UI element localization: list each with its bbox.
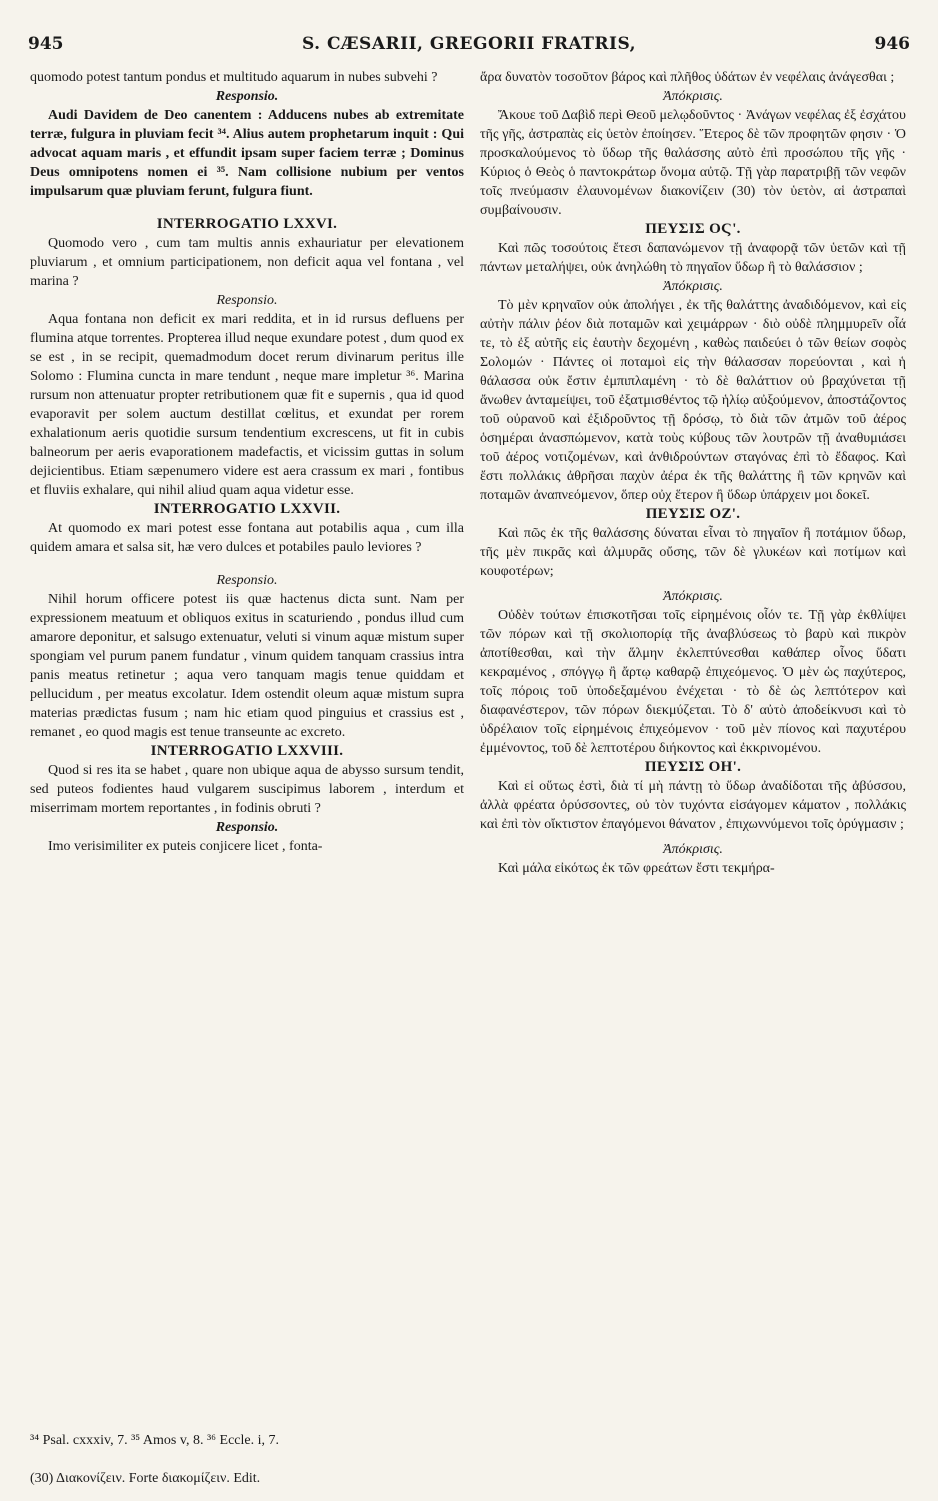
apokrisis-heading: Ἀπόκρισις. xyxy=(663,89,723,104)
apokrisis-heading: Ἀπόκρισις. xyxy=(663,589,723,604)
greek-paragraph: Καὶ εἰ οὕτως ἐστὶ, διὰ τί μὴ πάντῃ τὸ ὕδωρ ἀναδίδοται τῆς ἀβύσσου, ἀλλὰ φρέατα ὀρύσσοντες, οὐ τὸν τυχόντα εἰσάγομεν κάματον , πολλάκις καὶ ἐπὶ τὸν οἴκτιστον ἐπαγόμενοι θάνατον , ἐπιχωννύμενοι τοῖς ὀρύγμασιν ; xyxy=(480,779,906,832)
peusis-heading: ΠΕΥΣΙΣ ΟϚ'. xyxy=(645,221,741,237)
greek-paragraph: Ἄκουε τοῦ Δαβὶδ περὶ Θεοῦ μελῳδοῦντος · Ἀνάγων νεφέλας ἐξ ἐσχάτου τῆς γῆς, ἀστραπὰς εἰς ὑετὸν ἐποίησεν. Ἕτερος δὲ τῶν προφητῶν φησιν · Ὁ προσκαλούμενος τὸ ὕδωρ τῆς θαλάσσης αὐτὸ ἐπὶ προσώπου τῆς γῆς · Κύριος ὁ Θεὸς ὁ παντοκράτωρ ὄνομα αὐτῷ. Τῇ γὰρ παρατριβῇ τῶν νεφῶν τοῖς πνεύμασιν ἐλαυνομένων διακονίζειν (30) τὸν ὑετὸν, αἱ ἀστραπαὶ συμβαίνουσιν. xyxy=(480,108,906,218)
responsio-heading: Responsio. xyxy=(215,89,279,104)
left-page-number: 945 xyxy=(28,34,64,54)
latin-paragraph: At quomodo ex mari potest esse fontana aut potabilis aqua , cum illa quidem amara et salsa sit, hæ vero dulces et potabiles paulo leviores ? xyxy=(30,521,464,555)
peusis-heading: ΠΕΥΣΙΣ ΟΗ'. xyxy=(644,759,742,775)
latin-paragraph: quomodo potest tantum pondus et multitudo aquarum in nubes subvehi ? xyxy=(30,70,438,85)
apokrisis-heading: Ἀπόκρισις. xyxy=(663,279,723,294)
apokrisis-heading: Ἀπόκρισις. xyxy=(663,842,723,857)
responsio-heading: Responsio. xyxy=(216,293,278,308)
greek-paragraph: Καὶ πῶς ἐκ τῆς θαλάσσης δύναται εἶναι τὸ πηγαῖον ἢ ποτάμιον ὕδωρ, τῆς μὲν πικρᾶς καὶ ἁλμυρᾶς οὔσης, τῶν δὲ γλυκέων καὶ ποτίμων καὶ κουφοτέρων; xyxy=(480,526,906,579)
greek-column xyxy=(480,68,906,878)
latin-column xyxy=(30,68,464,856)
peusis-heading: ΠΕΥΣΙΣ ΟΖ'. xyxy=(645,506,741,522)
greek-paragraph: Τὸ μὲν κρηναῖον οὐκ ἀπολήγει , ἐκ τῆς θαλάττης ἀναδιδόμενον, καὶ εἰς αὐτὴν πάλιν ῥέον διὰ ποταμῶν καὶ χειμάρρων · διὸ οὐδὲ πλημμυρεῖν οἷά τε, τὸ ἐξ αὑτῆς εἰς ἑαυτὴν δεχομένη , καθὼς παιδεύει ὁ τῶν θείων σοφὸς Σολομών · Πάντες οἱ ποταμοὶ εἰς τὴν θάλασσαν πορεύονται , καὶ ἡ θάλασσα οὐκ ἔστιν ἐμπιπλαμένη · τὸ δὲ θαλάττιον οὐ βραχύνεται τῇ ἄνωθεν ἀνταμείψει, τοῦ ἐξατμισθέντος τῷ ἡλίῳ αὐξούμενον, ἀποστάζοντος τοῦ οὐρανοῦ καὶ ἐξιδροῦντος τῇ δρόσῳ, τὸ διὰ τῶν ἀτμῶν τοῦ ἀέρος ὁσημέραι ἀνασπώμενον, κατὰ τοὺς κύβους τῶν λουτρῶν τῇ ἀναθυμιάσει τοῦ ἀέρος νοτιζομένων, καὶ ἀνθιδρούντων σταγόνας ἐπὶ τὸ ἔδαφος. Καὶ ἔστι πολλάκις ἀθρῆσαι παχὺν ἀέρα ἐκ τῆς θαλάττης ἢ τῶν κρηνῶν καὶ ποταμῶν ἀναπνεόμενον, ὅπερ οὐχ ἕτερον ἢ ὕδωρ ὑπάρχειν μοι δοκεῖ. xyxy=(480,298,906,503)
responsio-heading: Responsio. xyxy=(216,573,278,588)
greek-paragraph: Καὶ μάλα εἰκότως ἐκ τῶν φρεάτων ἔστι τεκμήρα- xyxy=(498,861,775,876)
interrogatio-heading: INTERROGATIO LXXVIII. xyxy=(150,743,344,759)
scripture-footnotes: ³⁴ Psal. cxxxiv, 7. ³⁵ Amos v, 8. ³⁶ Eccle. i, 7. xyxy=(30,1433,280,1448)
running-title: S. CÆSARII, GREGORII FRATRIS, xyxy=(301,34,637,54)
responsio-heading: Responsio. xyxy=(215,820,279,835)
latin-paragraph: Imo verisimiliter ex puteis conjicere licet , fonta- xyxy=(48,839,323,854)
interrogatio-heading: INTERROGATIO LXXVI. xyxy=(156,216,338,232)
editorial-footnote: (30) Διακονίζειν. Forte διακομίζειν. Edit. xyxy=(30,1471,261,1486)
greek-paragraph: Οὐδὲν τούτων ἐπισκοτῆσαι τοῖς εἰρημένοις οἷόν τε. Τῇ γὰρ ἐκθλίψει τῶν πόρων καὶ τῇ σκολιοπορίᾳ τῆς ἀναβλύσεως τὸ βαρὺ καὶ πικρὸν ἀποτίθεσθαι, καὶ τὴν ἅλμην ἐκλεπτύνεσθαι καθάπερ οἶνος ὕδατι κεκραμένος , σπόγγῳ ἢ ἄρτῳ καθαρῷ ἐπιχεόμενος. Ὁ μὲν ὡς παχύτερος, τοῖς πόροις τοῦ ὑποδεξαμένου ἐνέχεται · τὸ δὲ ὡς λεπτότερον καὶ διαφανέστερον, τῶν πόρων διεκμύζεται. Τὸ δ' αὐτὸ ἀποδείκνυσι καὶ τὸ ὑδρέλαιον τοῖς εἰρημένοις ἐπιχεόμενον · τοῦ μὲν πίονος καὶ παχυτέρου ἐμμένοντος, τοῦ δὲ λεπτοτέρου διήκοντος καὶ ἐκκρινομένου. xyxy=(480,608,906,756)
latin-paragraph: Quomodo vero , cum tam multis annis exhauriatur per elevationem pluviarum , et omnium participationem, non deficit aqua vel fontana , vel marina ? xyxy=(30,236,464,289)
latin-paragraph: Quod si res ita se habet , quare non ubique aqua de abysso sursum tendit, sed puteos fodientes haud vulgarem suscipimus laborem , interdum et miserrimam mortem reportantes , in fodinis obruti ? xyxy=(30,763,464,816)
latin-paragraph: Aqua fontana non deficit ex mari reddita, et in id rursus defluens per flumina atque torrentes. Propterea illud neque exundare potest , dum quod ex se est , in se recipit, quemadmodum docet rerum divinarum peritus ille Solomo : Flumina cuncta in mare tendunt , neque mare impletur ³⁶. Marina rursum non attenuatur propter retributionem quæ fit e supernis , qua id quod evaporavit per solem auctum destillat cœlitus, et exundat per rorem exhalationum aeris quotidie sursum tendentium excrescens, ut fit in cubis balneorum per aeris evaporationem madefactis, et vicissim guttas in solum dejicientibus. Etiam sæpenumero videre est aera crassum ex mari , fontibus et fluviis exhalare, qui nihil aliud quam aqua videtur esse. xyxy=(30,312,464,498)
greek-paragraph: Καὶ πῶς τοσούτοις ἔτεσι δαπανώμενον τῇ ἀναφορᾷ τῶν ὑετῶν καὶ τῇ πάντων μεταλήψει, οὐκ ἀνηλώθη τὸ πηγαῖον ὕδωρ ἢ τὸ θαλάσσιον ; xyxy=(480,241,906,275)
right-page-number: 946 xyxy=(874,34,910,54)
latin-paragraph: Audi Davidem de Deo canentem : Adducens nubes ab extremitate terræ, fulgura in pluviam fecit ³⁴. Alius autem prophetarum inquit : Qui advocat aquam maris , et effundit ipsam super faciem terræ ; Dominus Deus omnipotens nomen ei ³⁵. Nam collisione nubium per ventos impulsarum quæ pluviam ferunt, fulgura fiunt. xyxy=(30,108,464,199)
interrogatio-heading: INTERROGATIO LXXVII. xyxy=(153,501,341,517)
running-header xyxy=(28,34,910,58)
latin-paragraph: Nihil horum officere potest iis quæ hactenus dicta sunt. Nam per expressionem meatuum et obliquos exitus in scaturiendo , pondus illud cum amarore deponitur, et salsugo extenuatur, veluti si vinum aquæ mistum super spongiam vel purum panem fundatur , vinum quidem tanquam crassius intra panis meatus retinetur ; aqua vero tanquam magis tenue quiddam et pellucidum , per meatus excolatur. Idem ostendit oleum aquæ mistum supra materias prædictas fusum ; nam hic etiam quod pinguius et crassius est , remanet , eo quod magis est tenue transeunte ac excreto. xyxy=(30,592,464,740)
greek-paragraph: ἄρα δυνατὸν τοσοῦτον βάρος καὶ πλῆθος ὑδάτων ἐν νεφέλαις ἀνάγεσθαι ; xyxy=(480,70,895,85)
